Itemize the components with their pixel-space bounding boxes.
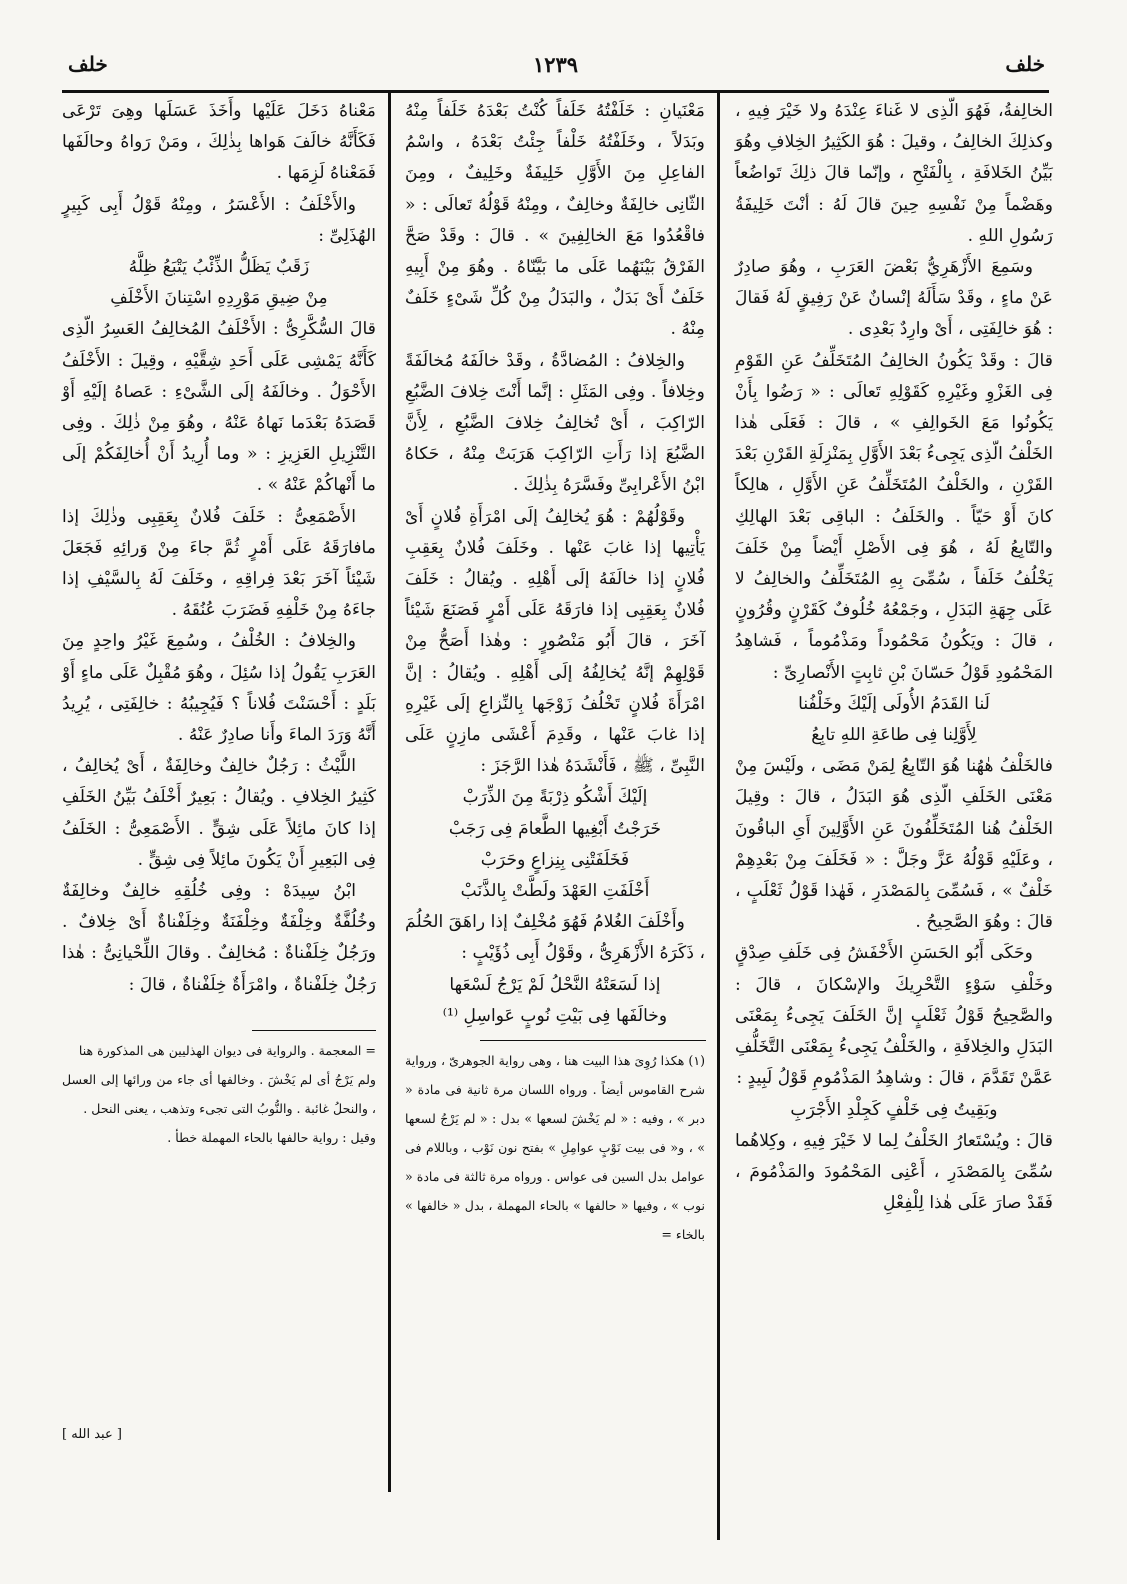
paragraph: مَعْنَيانِ : خَلَفْتُهُ خَلَفاً كُنْتُ بَعْدَهُ خَلَفاً مِنْهُ وبَدَلاً ، وخَلَفْتُهُ خَلْفاً جِئْتُ بَعْدَهُ ، واسْمُ الفاعِلِ مِنَ الأَوَّلِ خَلِيفَةٌ وخَلِيفٌ ، ومِنَ الثّانِى خالِفَةٌ وخالِفٌ ، ومِنْهُ قَوْلُهُ تَعالَى : « فاقْعُدُوا مَعَ الخالِفِينَ » . قالَ : وقَدْ صَحَّ الفَرْقُ بَيْنَهُما عَلَى ما بَيَّنّاهُ . وهُوَ مِنْ أَبِيهِ خَلَفٌ أَىْ بَدَلٌ ، والبَدَلُ مِنْ كُلِّ شَىْءٍ خَلَفٌ مِنْهُ . xyxy=(405,101,705,340)
text-column-right xyxy=(735,96,1053,1536)
column-divider-left xyxy=(388,92,391,1492)
header-entry-word-right: خلف xyxy=(1005,52,1045,76)
poem-verse-line: زَقَبٌ يَظَلُّ الذِّئْبُ يَتْبَعُ ظِلَّهُ xyxy=(128,257,310,278)
poem-verse-line: مِنْ ضِيقِ مَوْرِدِهِ اسْتِنانَ الأَخْلَفِ xyxy=(110,288,328,309)
poem-verse-line: أَخْلَفَتِ العَهْدَ ولَطَّتْ بِالذَّنَبْ xyxy=(460,881,650,902)
paragraph: والأَخْلَفُ : الأَعْسَرُ ، ومِنْهُ قَوْلُ أَبِى كَبِيرٍ الهُذَلِىِّ : xyxy=(62,194,376,246)
poem-verse-line: إلَيْكَ أَشْكُو ذِرْبَةً مِنَ الذِّرَبْ xyxy=(462,787,648,808)
editor-signature: [ عبد الله ] xyxy=(62,1427,122,1442)
text-column-middle xyxy=(405,96,705,1492)
paragraph: مَعْناهُ دَخَلَ عَلَيْها وأَخَذَ عَسَلَها وهِىَ تَرْعَى فَكَأَنَّهُ خالَفَ هَواها بِذٰلِكَ ، ومَنْ رَواهُ وحالَفَها فَمَعْناهُ لَزِمَها . xyxy=(62,101,376,184)
page-header xyxy=(62,44,1049,93)
footnote-text: = المعجمة . والرواية فى ديوان الهذليين هى المذكورة هنا xyxy=(78,1043,376,1058)
page-number: ١٢٣٩ xyxy=(532,52,579,77)
footnote-text: ولم يَرْجُ أى لم يَخْشَ . وخالفها أى جاء من ورائها إلى العسل ، والنحلُ غائبة . والنُّوبُ التى تجىء وتذهب ، يعنى النحل . xyxy=(62,1072,376,1116)
paragraph: فالخَلْفُ هٰهُنا هُوَ التّابِعُ لِمَنْ مَضَى ، ولَيْسَ مِنْ مَعْنَى الخَلَفِ الّذِى هُوَ البَدَلُ ، قالَ : وقِيلَ الخَلْفُ هُنا المُتَخَلِّفُونَ عَنِ الأَوَّلِينَ أَىِ الباقُونَ ، وعَلَيْهِ قَوْلُهُ عَزَّ وجَلَّ : « فَخَلَفَ مِنْ بَعْدِهِمْ خَلْفٌ » ، فَسُمِّىَ بِالمَصْدَرِ ، فَهٰذا قَوْلُ ثَعْلَبٍ ، قالَ : وهُوَ الصَّحِيحُ . xyxy=(735,756,1053,933)
poem-verse-line: إذا لَسَعَتْهُ النَّحْلُ لَمْ يَرْجُ لَسْعَها xyxy=(449,974,661,995)
footnote-text: وقيل : رواية حالفها بالحاء المهملة خطأ . xyxy=(167,1130,376,1145)
paragraph: والخِلافُ : الخُلْفُ ، وسُمِعَ غَيْرُ واحِدٍ مِنَ العَرَبِ يَقُولُ إذا سُئِلَ ، وهُوَ مُقْبِلٌ عَلَى ماءٍ أَوْ بَلَدٍ : أَحْسَنْتَ فُلاناً ؟ فَيُجِيبُهُ : خالِفَتِى ، يُرِيدُ أَنَّهُ وَرَدَ الماءَ وأَنا صادِرٌ عَنْهُ . xyxy=(62,631,376,746)
header-entry-word-left: خلف xyxy=(68,52,108,76)
paragraph: الأَصْمَعِىُّ : خَلَفَ فُلانٌ بِعَقِبِى وذٰلِكَ إذا مافارَقَهُ عَلَى أَمْرٍ ثُمَّ جاءَ مِنْ وَرائِهِ فَجَعَلَ شَيْئاً آخَرَ بَعْدَ فِراقِهِ ، وخَلَفَ لَهُ بِالسَّيْفِ إذا جاءَهُ مِنْ خَلْفِهِ فَضَرَبَ عُنُقَهُ . xyxy=(62,506,376,621)
text-column-left xyxy=(62,96,376,1492)
paragraph: وسَمِعَ الأَزْهَرِيُّ بَعْضَ العَرَبِ ، وهُوَ صادِرٌ عَنْ ماءٍ ، وقَدْ سَأَلَهُ إنْسانٌ عَنْ رَفِيقٍ لَهُ فَقالَ : هُوَ خالِفَتِى ، أَىْ وارِدٌ بَعْدِى . xyxy=(735,257,1053,340)
paragraph: اللَّيْثُ : رَجُلٌ خالِفٌ وخالِفَةٌ ، أَىْ يُخالِفُ ، كَثِيرُ الخِلافِ . ويُقالُ : بَعِيرٌ أَخْلَفُ بَيِّنُ الخَلَفِ إذا كانَ مائِلاً عَلَى شِقٍّ . الأَصْمَعِىُّ : الخَلَفُ فِى البَعِيرِ أَنْ يَكُونَ مائِلاً فِى شِقٍّ . xyxy=(62,756,376,870)
footnote-middle xyxy=(405,1046,705,1249)
poem-verse-line: فَخَلَفَتْنِى بِنِزاعٍ وحَرَبْ xyxy=(480,849,630,870)
paragraph: وأَخْلَفَ الغُلامُ فَهُوَ مُخْلِفٌ إذا راهَقَ الحُلُمَ ، ذَكَرَهُ الأَزْهَرِىُّ ، وقَوْلُ أَبِى ذُؤَيْبٍ : xyxy=(405,912,705,964)
poem-verse-line: خَرَجْتُ أَبْغِيها الطَّعامَ فِى رَجَبْ xyxy=(448,818,662,839)
poem-verse-line: لَنا القَدَمُ الأُولَى إلَيْكَ وخَلْفُنا xyxy=(798,693,990,714)
poem-verse-line: وخالَفَها فِى بَيْتِ نُوبٍ عَواسِلِ ⁽¹⁾ xyxy=(442,1005,668,1026)
footnote-separator xyxy=(480,1040,706,1041)
paragraph: قالَ السُّكَّرِىُّ : الأَخْلَفُ المُخالِفُ العَسِرُ الّذِى كَأَنَّهُ يَمْشِى عَلَى أَحَدِ شِقَّيْهِ ، وقِيلَ : الأَخْلَفُ الأَحْوَلُ . وخالَفَهُ إلَى الشَّىْءِ : عَصاهُ إلَيْهِ أَوْ قَصَدَهُ بَعْدَما نَهاهُ عَنْهُ ، وهُوَ مِنْ ذٰلِكَ . وفِى التَّنْزِيلِ العَزِيزِ : « وما أُرِيدُ أَنْ أُخالِفَكُمْ إلَى ما أَنْهاكُمْ عَنْهُ » . xyxy=(62,319,376,496)
column-divider-right xyxy=(717,92,720,1540)
paragraph: قالَ : وقَدْ يَكُونُ الخالِفُ المُتَخَلِّفُ عَنِ القَوْمِ فِى الغَزْوِ وغَيْرِهِ كَقَوْلِهِ تَعالَى : « رَضُوا بِأَنْ يَكُونُوا مَعَ الخَوالِفِ » ، قالَ : فَعَلَى هٰذا الخَلْفُ الّذِى يَجِىءُ بَعْدَ الأَوَّلِ بِمَنْزِلَةِ القَرْنِ بَعْدَ القَرْنِ ، والخَلْفُ المُتَخَلِّفُ عَنِ الأَوَّلِ ، هالِكاً كانَ أَوْ حَيّاً . والخَلَفُ : الباقِى بَعْدَ الهالِكِ والتّابِعُ لَهُ ، هُوَ فِى الأَصْلِ أَيْضاً مِنْ خَلَفَ يَخْلُفُ خَلَفاً ، سُمِّىَ بِهِ المُتَخَلِّفُ والخالِفُ لا عَلَى جِهَةِ البَدَلِ ، وجَمْعُهُ خُلُوفٌ كَقَرْنٍ وقُرُونٍ ، قالَ : ويَكُونُ مَحْمُوداً ومَذْمُوماً ، فَشاهِدُ المَحْمُودِ قَوْلُ حَسّانَ بْنِ ثابِتٍ الأَنْصارِىِّ : xyxy=(735,350,1053,683)
poem-verse-line: لِأَوَّلِنا فِى طاعَةِ اللهِ تابِعُ xyxy=(811,725,977,746)
paragraph: ابْنُ سِيدَهْ : وفِى خُلُقِهِ خالِفٌ وخالِفَةٌ وخُلُفَّةٌ وخِلْفَةٌ وخِلْفَنَةٌ وخِلَفْناةٌ أَىْ خِلافٌ . ورَجُلٌ خِلَفْناةٌ : مُخالِفٌ . وقالَ اللِّحْيانِىُّ : هٰذا رَجُلٌ خِلَفْناةٌ ، وامْرَأَةٌ خِلَفْناةٌ ، قالَ : xyxy=(62,881,376,995)
paragraph: قالَ : ويُسْتَعارُ الخَلْفُ لِما لا خَيْرَ فِيهِ ، وكِلاهُما سُمِّىَ بِالمَصْدَرِ ، أَعْنِى المَحْمُودَ والمَذْمُومَ ، فَقَدْ صارَ عَلَى هٰذا لِلْفِعْلِ xyxy=(735,1130,1053,1214)
footnote-separator xyxy=(252,1030,376,1031)
footnote-left xyxy=(62,1036,376,1152)
paragraph: وقَوْلُهُمْ : هُوَ يُخالِفُ إلَى امْرَأَةِ فُلانٍ أَىْ يَأْتِيها إذا غابَ عَنْها . وخَلَفَ فُلانٌ بِعَقِبِ فُلانٍ إذا خالَفَهُ إلَى أَهْلِهِ . ويُقالُ : خَلَفَ فُلانٌ بِعَقِبِى إذا فارَقَهُ عَلَى أَمْرٍ فَصَنَعَ شَيْئاً آخَرَ ، قالَ أَبُو مَنْصُورٍ : وهٰذا أَصَحُّ مِنْ قَوْلِهِمْ إنَّهُ يُخالِفُهُ إلَى أَهْلِهِ . ويُقالُ : إنَّ امْرَأَةَ فُلانٍ تَخْلُفُ زَوْجَها بِالنِّزاعِ إلَى غَيْرِهِ إذا غابَ عَنْها ، وقَدِمَ أَعْشَى مازِنٍ عَلَى النَّبِىِّ ، ﷺ ، فَأَنْشَدَهُ هٰذا الرَّجَزَ : xyxy=(405,506,705,777)
paragraph: والخِلافُ : المُضادَّةُ ، وقَدْ خالَفَهُ مُخالَفَةً وخِلافاً . وفِى المَثَلِ : إنَّما أَنْتَ خِلافَ الضَّبُعِ الرّاكِبَ ، أَىْ تُخالِفُ خِلافَ الضَّبُعِ ، لِأَنَّ الضَّبُعَ إذا رَأَتِ الرّاكِبَ هَرَبَتْ مِنْهُ ، حَكاهُ ابْنُ الأَعْرابِىِّ وفَسَّرَهُ بِذٰلِكَ . xyxy=(405,350,705,496)
footnote-text: (١) هكذا رُوِىَ هذا البيت هنا ، وهى رواية الجوهرىّ ، ورواية شرح القاموس أيضاً . ورواه اللسان مرة ثانية فى مادة « دبر » ، وفيه : « لم يَخْشَ لسعها » بدل : « لم يَرْجُ لسعها » ، و« فى بيت نَوْبٍ عوامِلِ » بفتح نون نَوْب ، وباللام فى عوامل بدل السين فى عواس . ورواه مرة ثالثة فى مادة « نوب » ، وفيها « حالفها » بالحاء المهملة ، بدل « خالفها » بالخاء = xyxy=(405,1053,705,1242)
poem-verse-line: وبَقِيتُ فِى خَلْفٍ كَجِلْدِ الأَجْرَبِ xyxy=(790,1099,998,1120)
paragraph: وحَكَى أَبُو الحَسَنِ الأَخْفَشُ فِى خَلَفِ صِدْقٍ وخَلْفِ سَوْءٍ التَّحْرِيكَ والإسْكانَ ، قالَ : والصَّحِيحُ قَوْلُ ثَعْلَبٍ إنَّ الخَلَفَ يَجِىءُ بِمَعْنَى البَدَلِ والخِلافَةِ ، والخَلْفُ يَجِىءُ بِمَعْنَى التَّخَلُّفِ عَمَّنْ تَقَدَّمَ ، قالَ : وشاهِدُ المَذْمُومِ قَوْلُ لَبِيدٍ : xyxy=(735,943,1053,1089)
paragraph: الخالِفةُ، فَهُوَ الّذِى لا غَناءَ عِنْدَهُ ولا خَيْرَ فِيهِ ، وكذلِكَ الخالِفُ ، وقيلَ : هُوَ الكَثِيرُ الخِلافِ وهُوَ بَيِّنُ الخَلافَةِ ، بِالْفَتْحِ ، وإنّما قالَ ذلِكَ تَواضُعاً وهَضْماً مِنْ نَفْسِهِ حِينَ قالَ لَهُ : أنْتَ خَلِيفَةُ رَسُولِ اللهِ . xyxy=(735,101,1053,246)
